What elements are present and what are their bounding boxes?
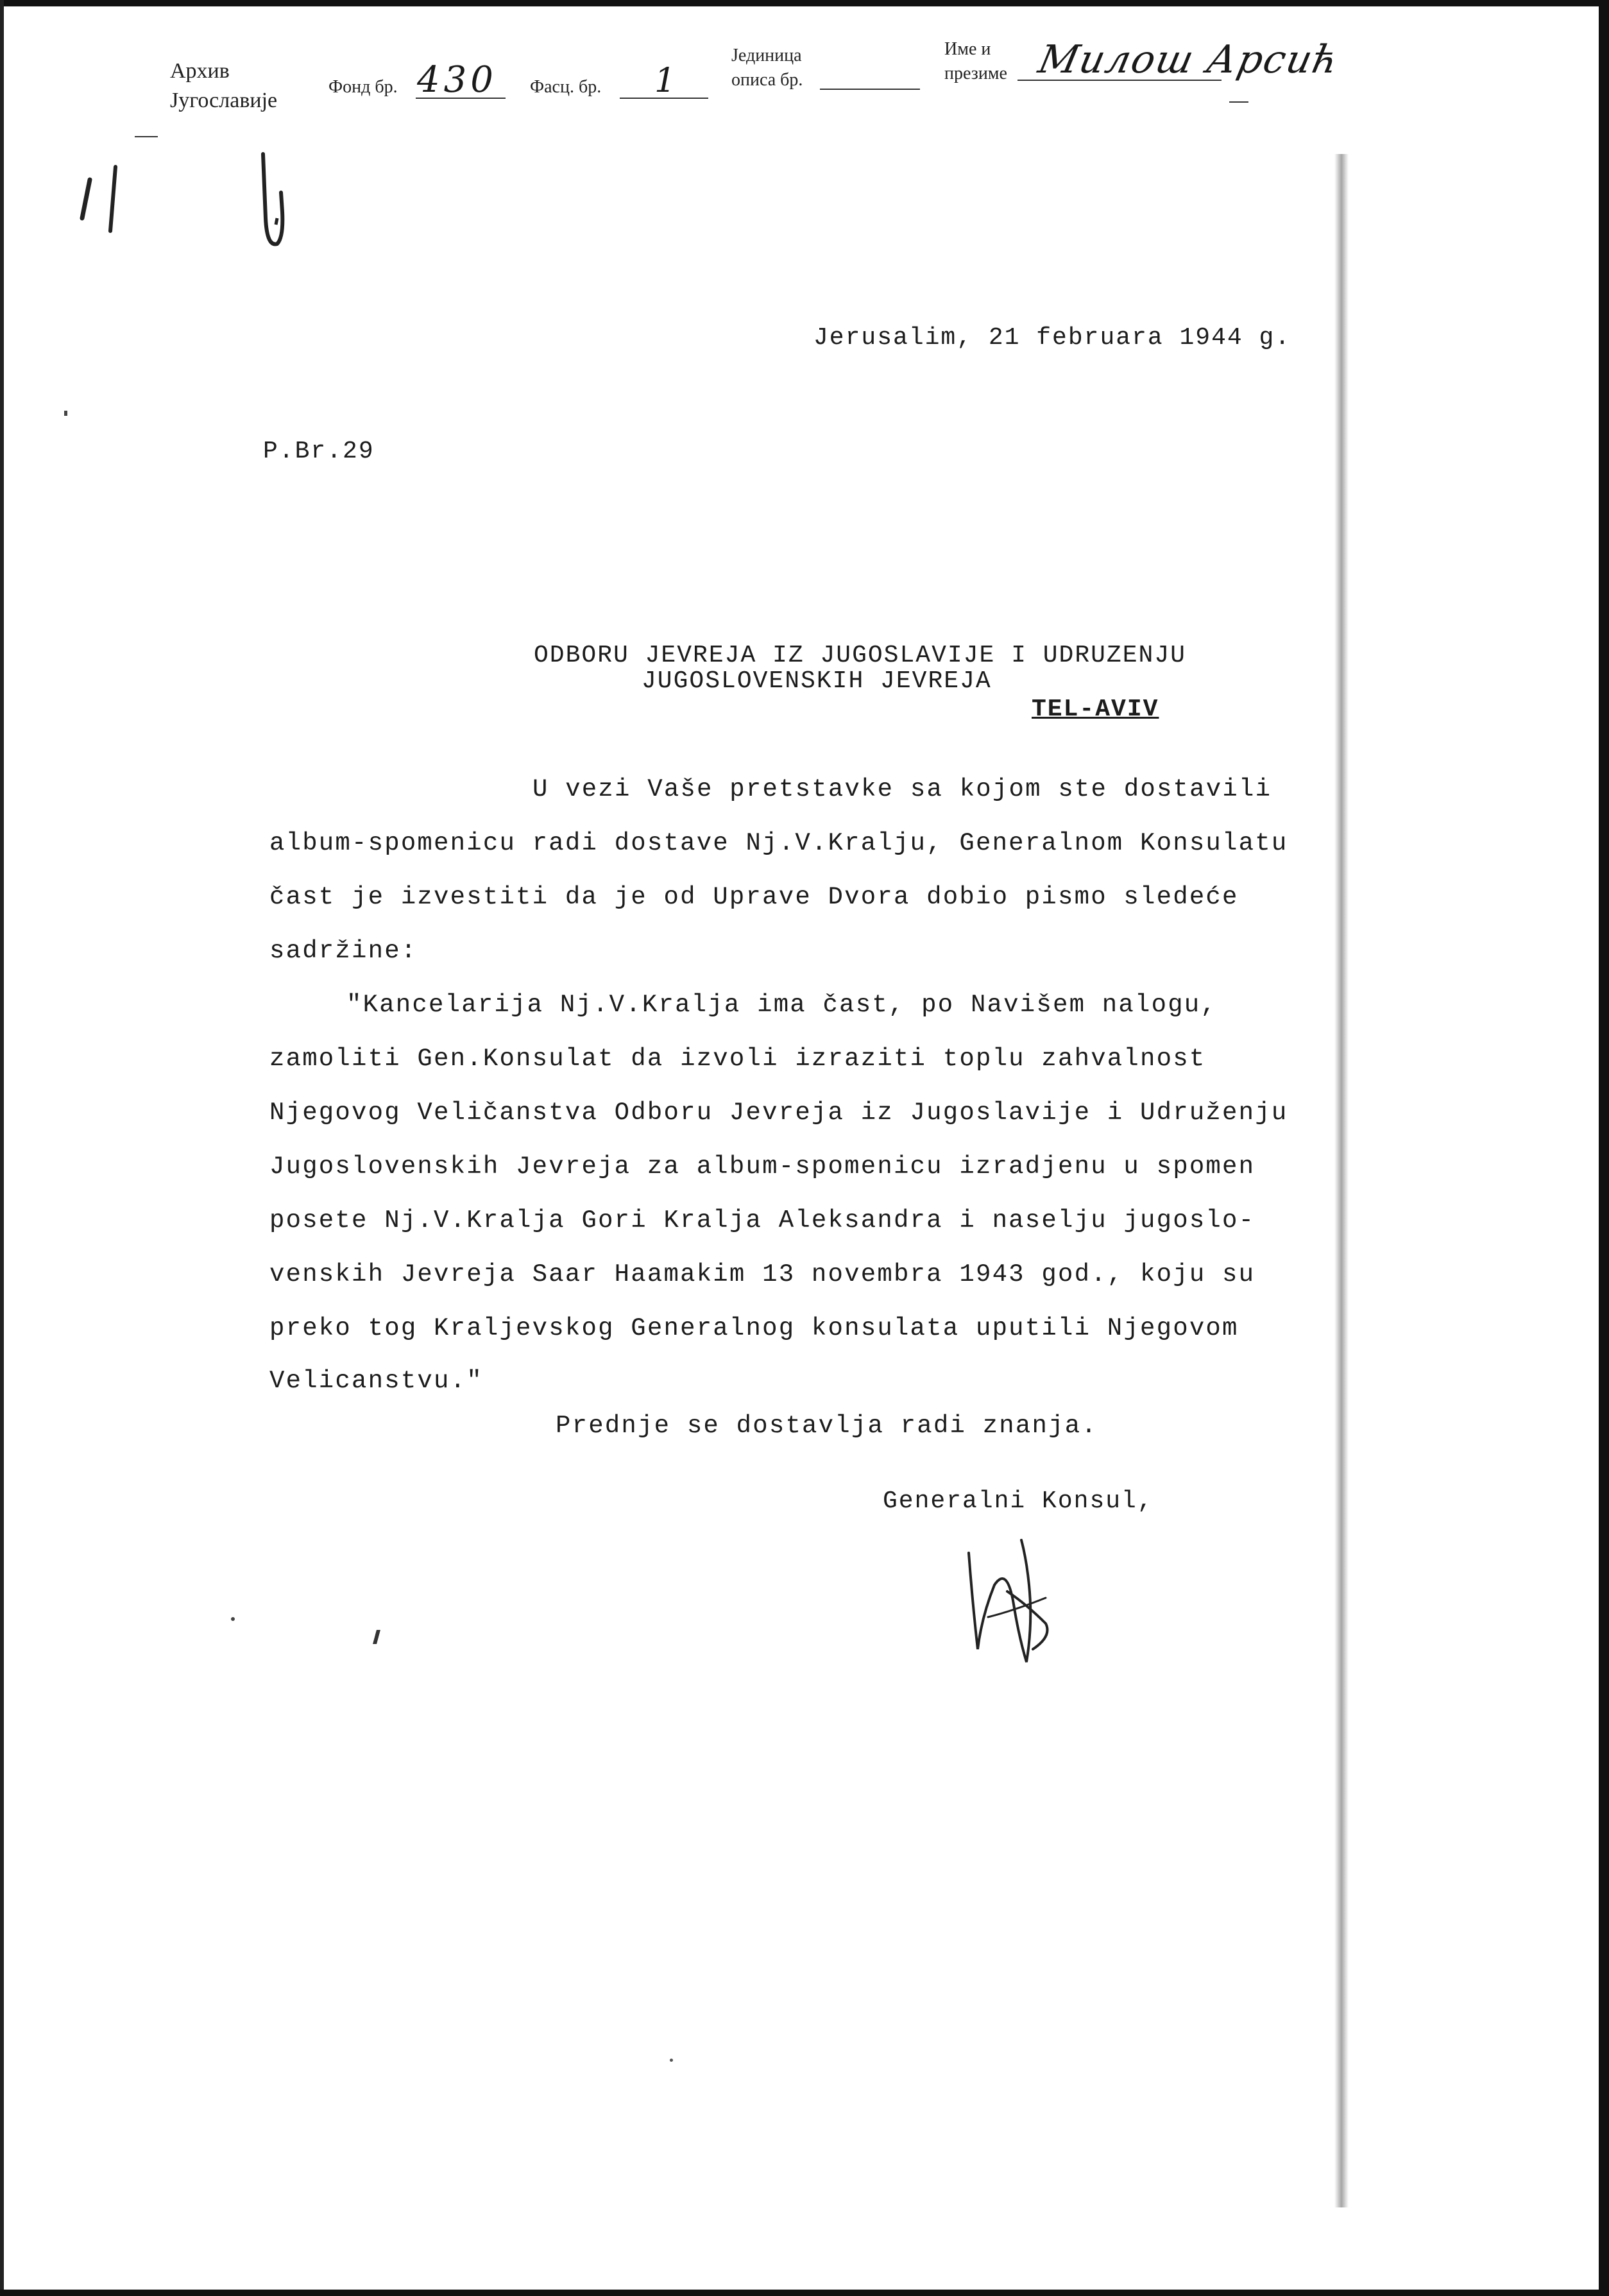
addressee-city: TEL-AVIV — [1032, 696, 1159, 723]
name-label-line-2: презиме — [944, 64, 1007, 83]
unit-label — [731, 44, 803, 92]
name-label — [944, 37, 1007, 86]
fond-number: 430 — [417, 59, 497, 101]
stray-mark — [64, 411, 67, 416]
unit-label-line-2: описа бр. — [731, 70, 803, 90]
body-line: zamoliti Gen.Konsulat da izvoli izraziti toplu zahvalnost — [269, 1045, 1206, 1073]
unit-underline — [820, 89, 920, 90]
stray-mark — [231, 1617, 235, 1621]
fascicle-number: 1 — [654, 62, 676, 100]
stray-mark — [373, 1630, 380, 1644]
signatory-title: Generalni Konsul, — [883, 1487, 1154, 1515]
handwritten-marks — [51, 141, 321, 270]
fascicle-label: Фасц. бр. — [530, 77, 602, 97]
scan-border-bottom — [0, 2290, 1609, 2296]
body-line: sadržine: — [269, 937, 418, 965]
body-line: U vezi Vaše pretstavke sa kojom ste dostavili — [532, 775, 1272, 803]
addressee-line-1: ODBORU JEVREJA IZ JUGOSLAVIJE I UDRUZENJU — [534, 642, 1186, 669]
body-line: "Kancelarija Nj.V.Kralja ima čast, po Navišem nalogu, — [346, 991, 1218, 1019]
scan-border-right — [1599, 0, 1609, 2296]
reference-number: P.Br.29 — [263, 438, 375, 465]
place-and-date: Jerusalim, 21 februara 1944 g. — [813, 324, 1291, 352]
body-line: posete Nj.V.Kralja Gori Kralja Aleksandra i naselju jugoslo- — [269, 1206, 1256, 1235]
body-line: Jugoslovenskih Jevreja za album-spomenicu izradjenu u spomen — [269, 1152, 1256, 1181]
body-line: Velicanstvu." — [269, 1367, 483, 1395]
body-line: Njegovog Veličanstva Odboru Jevreja iz Jugoslavije i Udruženju — [269, 1099, 1288, 1127]
stamp-dash-left — [135, 136, 158, 137]
archive-name-line-2: Југославије — [170, 89, 278, 112]
unit-label-line-1: Јединица — [731, 46, 802, 65]
closing-remark: Prednje se dostavlja radi znanja. — [556, 1412, 1098, 1440]
body-line: venskih Jevreja Saar Haamakim 13 novembra 1943 god., koju su — [269, 1260, 1256, 1289]
researcher-name-handwritten: Милош Арсић — [1034, 37, 1344, 82]
stamp-dash-right — [1229, 101, 1248, 103]
consul-signature — [949, 1527, 1103, 1681]
body-line: preko tog Kraljevskog Generalnog konsulata uputili Njegovom — [269, 1314, 1239, 1342]
archive-stamp-title — [170, 56, 277, 116]
body-line: čast je izvestiti da je od Uprave Dvora dobio pismo sledeće — [269, 883, 1239, 911]
scan-border-left — [0, 0, 4, 2296]
name-label-line-1: Име и — [944, 39, 991, 59]
body-line: album-spomenicu radi dostave Nj.V.Kralju, Generalnom Konsulatu — [269, 829, 1288, 857]
archive-name-line-1: Архив — [170, 59, 230, 83]
addressee-line-2: JUGOSLOVENSKIH JEVREJA — [642, 667, 992, 695]
scan-shadow — [1334, 154, 1349, 2207]
scan-border-top — [0, 0, 1609, 6]
stray-mark — [670, 2059, 673, 2062]
fond-label: Фонд бр. — [328, 77, 398, 97]
